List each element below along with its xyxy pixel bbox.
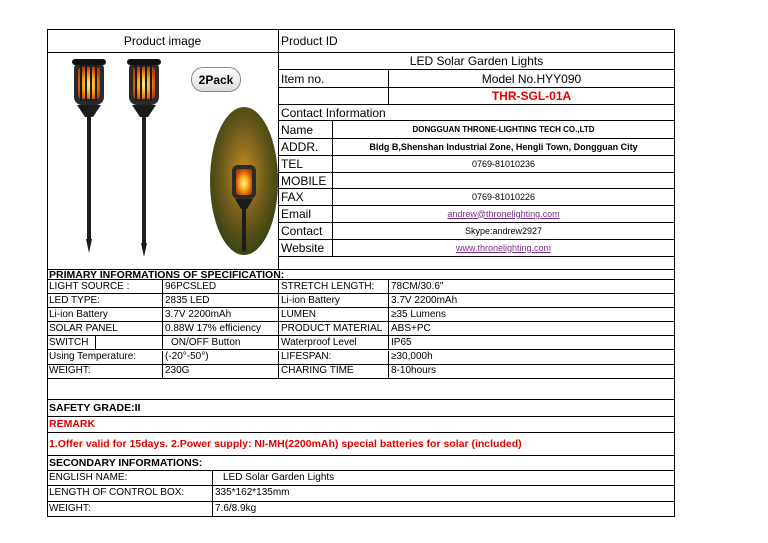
header-product-image: Product image [47,29,279,53]
secondary-heading: SECONDARY INFORMATIONS: [47,456,675,471]
contact-label-addr: ADDR. [279,139,333,156]
item-no-blank [279,88,389,105]
spec-label-left: LIGHT SOURCE : [47,280,163,294]
spec-value-left: 3.7V 2200mAh [163,308,279,322]
spec-label-left: SOLAR PANEL [47,322,163,336]
spec-value-left: 2835 LED [163,294,279,308]
switch-divider [95,336,96,350]
company-name: DONGGUAN THRONE-LIGHTING TECH CO.,LTD [333,121,675,139]
contact-heading: Contact Information [279,105,675,121]
spec-value-left: ON/OFF Button [163,336,279,350]
product-code: THR-SGL-01A [389,88,675,105]
contact-blank [279,257,675,270]
spec-value-right: 8-10hours [389,365,675,379]
remark-heading: REMARK [47,417,675,433]
spec-value-right: ≥35 Lumens [389,308,675,322]
website-cell [333,240,675,257]
model-number: Model No.HYY090 [389,70,675,88]
torch-right [127,59,161,257]
remark-text: 1.Offer valid for 15days. 2.Power supply: NI-MH(2200mAh) special batteries for solar (included) [47,433,675,456]
product-image-area [47,53,279,270]
contact-label-fax: FAX [279,189,333,206]
spec-label-left: SWITCH [47,336,163,350]
secondary-label: WEIGHT: [47,502,213,517]
spec-value-left: 230G [163,365,279,379]
spec-label-right: STRETCH LENGTH: [279,280,389,294]
spec-value-left: 96PCSLED [163,280,279,294]
contact-skype: Skype:andrew2927 [333,223,675,240]
spec-value-right: 3.7V 2200mAh [389,294,675,308]
safety-grade: SAFETY GRADE:II [47,400,675,417]
spec-label-right: Li-ion Battery [279,294,389,308]
email-link[interactable]: andrew@thronelighting.com [447,208,560,219]
secondary-value: 335*162*135mm [213,486,675,501]
spec-heading: PRIMARY INFORMATIONS OF SPECIFICATION: [47,270,675,280]
contact-label-email: Email [279,206,333,223]
solar-torch-image [47,53,279,270]
spec-label-right: Waterproof Level [279,336,389,350]
spec-value-right: 78CM/30.6" [389,280,675,294]
secondary-label: LENGTH OF CONTROL BOX: [47,486,213,501]
contact-label-tel: TEL [279,156,333,173]
spec-sheet [47,29,675,517]
contact-label-mobile: MOBILE [279,173,333,189]
spec-value-left: 0.88W 17% efficiency [163,322,279,336]
spec-value-right: ABS+PC [389,322,675,336]
company-mobile [333,173,675,189]
contact-label-contact: Contact [279,223,333,240]
company-address: Bldg B,Shenshan Industrial Zone, Hengli Town, Dongguan City [333,139,675,156]
spec-label-right: PRODUCT MATERIAL [279,322,389,336]
torch-left [72,59,106,253]
spec-value-left: (-20°-50°) [163,351,279,365]
item-no-label: Item no. [279,70,389,88]
email-cell [333,206,675,223]
spec-value-right: IP65 [389,336,675,350]
header-product-id: Product ID [279,29,675,53]
spec-label-right: CHARING TIME [279,365,389,379]
spec-label-right: LUMEN [279,308,389,322]
spec-label-left: Using Temperature: [47,351,163,365]
garden-photo [210,107,278,255]
spec-label-right: LIFESPAN: [279,351,389,365]
spec-label-left: WEIGHT: [47,365,163,379]
spec-value-right: ≥30,000h [389,351,675,365]
spec-label-left: Li-ion Battery [47,308,163,322]
company-fax: 0769-81010226 [333,189,675,206]
company-tel: 0769-81010236 [333,156,675,173]
secondary-label: ENGLISH NAME: [47,471,213,486]
spec-blank-row [47,378,675,400]
secondary-value: 7.6/8.9kg [213,502,675,517]
secondary-value: LED Solar Garden Lights [213,471,675,486]
two-pack-badge: 2Pack [191,67,241,92]
website-link[interactable]: www.thronelighting.com [455,242,552,253]
spec-label-left: LED TYPE: [47,294,163,308]
product-title: LED Solar Garden Lights [279,53,675,70]
contact-label-name: Name [279,121,333,139]
contact-label-website: Website [279,240,333,257]
